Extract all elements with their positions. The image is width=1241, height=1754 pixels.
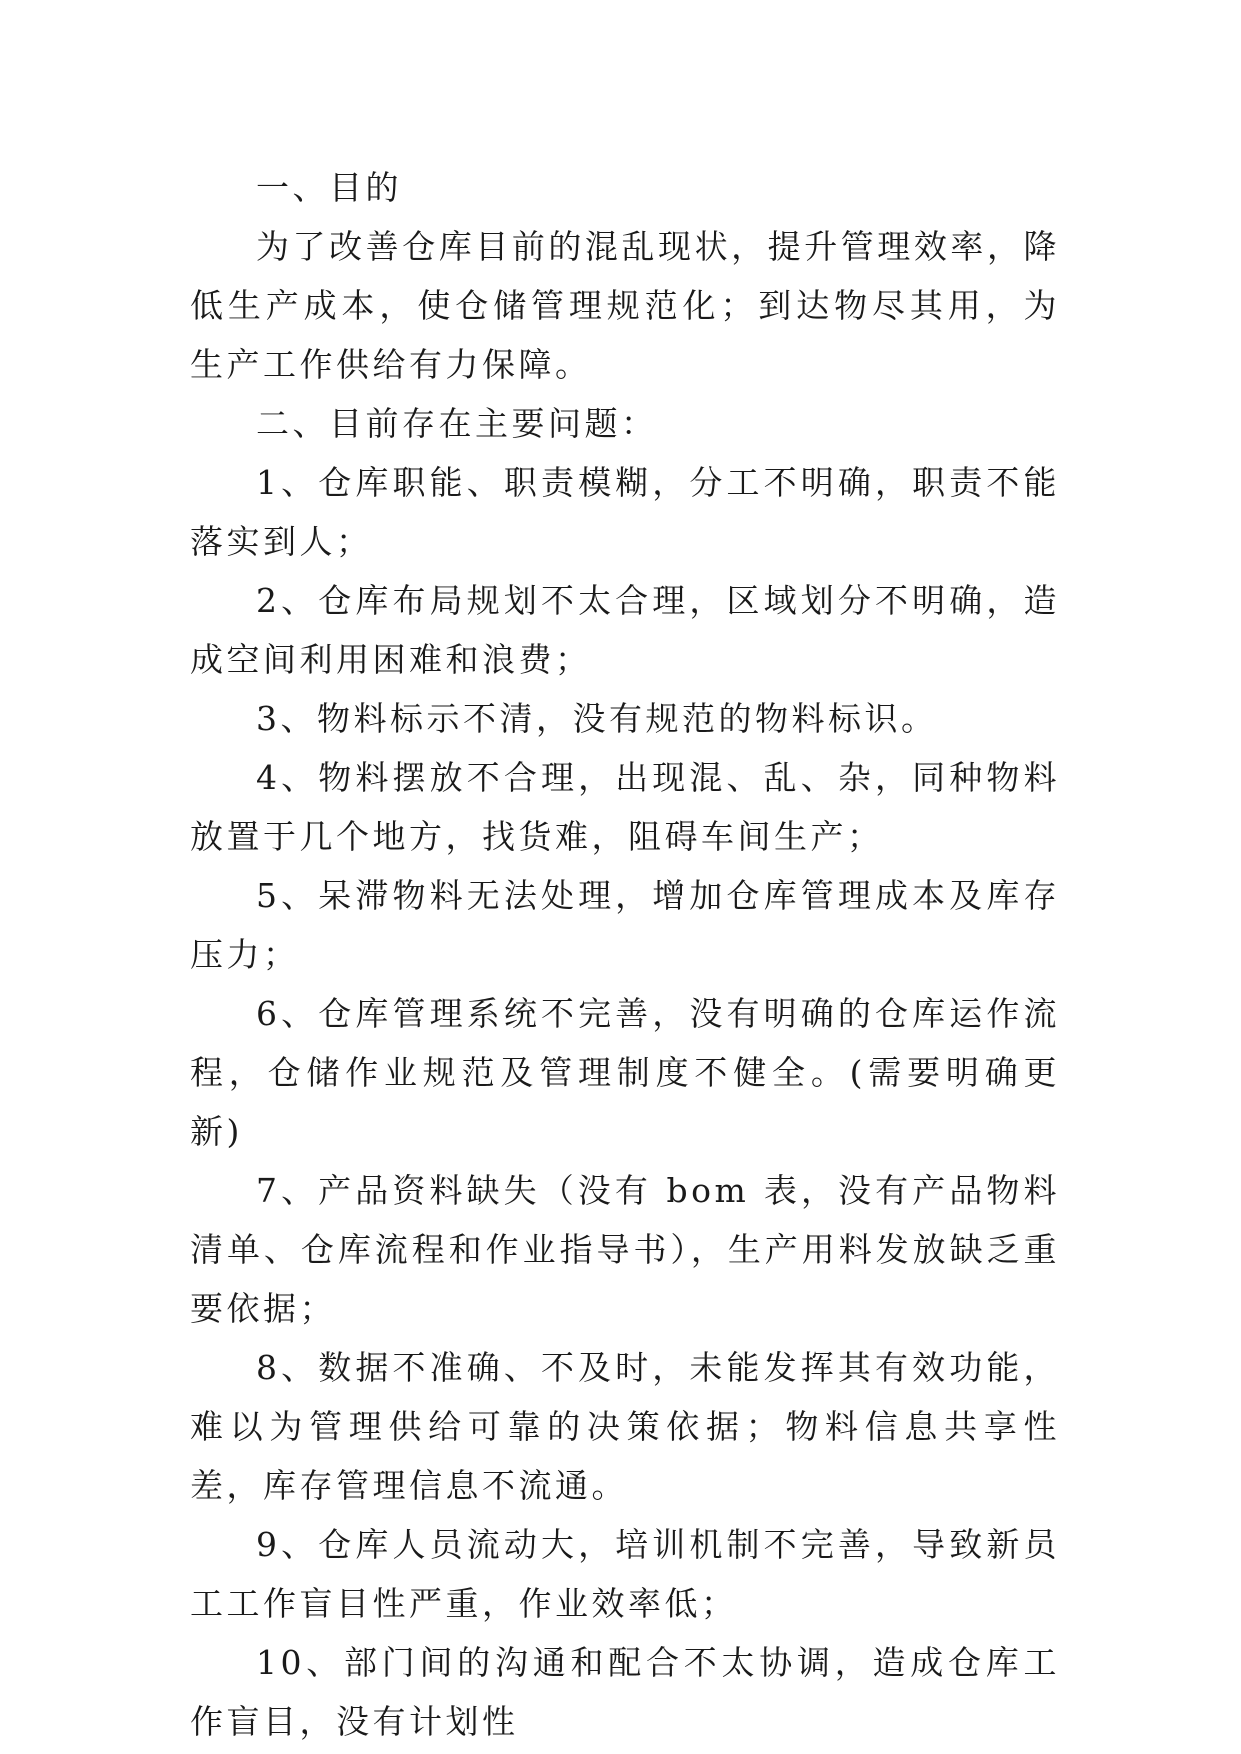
problem-item-5: 5、呆滞物料无法处理，增加仓库管理成本及库存压力； xyxy=(190,876,1060,974)
heading-problems: 二、目前存在主要问题： xyxy=(256,404,658,443)
problem-item-2: 2、仓库布局规划不太合理，区域划分不明确，造成空间利用困难和浪费； xyxy=(190,581,1060,679)
document-body xyxy=(190,158,1060,1751)
problem-item-3: 3、物料标示不清，没有规范的物料标识。 xyxy=(256,699,938,738)
purpose-paragraph: 为了改善仓库目前的混乱现状，提升管理效率，降低生产成本，使仓储管理规范化；到达物尽其用，为生产工作供给有力保障。 xyxy=(190,227,1060,384)
problem-item-1: 1、仓库职能、职责模糊，分工不明确，职责不能落实到人； xyxy=(190,463,1060,561)
problem-item-8: 8、数据不准确、不及时，未能发挥其有效功能，难以为管理供给可靠的决策依据；物料信息共享性差，库存管理信息不流通。 xyxy=(190,1348,1060,1505)
problem-item-4: 4、物料摆放不合理，出现混、乱、杂，同种物料放置于几个地方，找货难，阻碍车间生产； xyxy=(190,758,1060,856)
problem-item-7: 7、产品资料缺失（没有 bom 表，没有产品物料清单、仓库流程和作业指导书），生产用料发放缺乏重要依据； xyxy=(190,1171,1060,1328)
problem-item-9: 9、仓库人员流动大，培训机制不完善，导致新员工工作盲目性严重，作业效率低； xyxy=(190,1525,1060,1623)
problem-item-6: 6、仓库管理系统不完善，没有明确的仓库运作流程，仓储作业规范及管理制度不健全。(需要明确更新) xyxy=(190,994,1060,1151)
problem-item-10: 10、部门间的沟通和配合不太协调，造成仓库工作盲目，没有计划性 xyxy=(190,1643,1060,1741)
heading-purpose: 一、目的 xyxy=(256,168,402,207)
